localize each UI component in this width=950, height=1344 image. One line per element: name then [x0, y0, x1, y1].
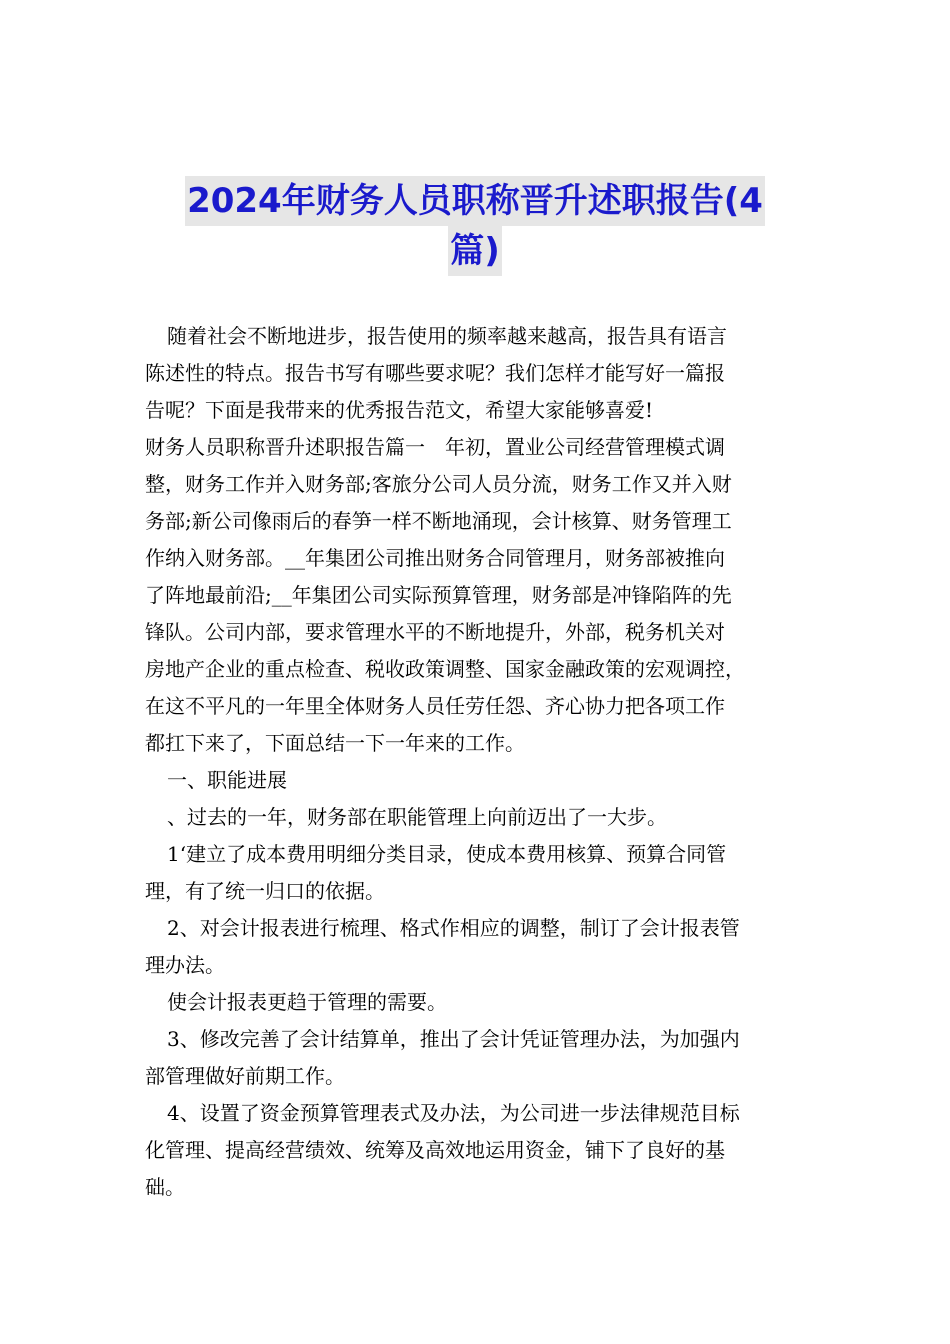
body-line: 理办法。 — [145, 953, 225, 977]
body-line: 4、设置了资金预算管理表式及办法，为公司进一步法律规范目标 — [167, 1101, 740, 1125]
body-line: 了阵地最前沿;__年集团公司实际预算管理，财务部是冲锋陷阵的先 — [145, 583, 732, 607]
body-line: 理，有了统一归口的依据。 — [145, 879, 385, 903]
body-line: 、过去的一年，财务部在职能管理上向前迈出了一大步。 — [167, 805, 667, 829]
body-line: 一、职能进展 — [167, 768, 287, 792]
document-title — [150, 176, 800, 276]
body-line: 2、对会计报表进行梳理、格式作相应的调整，制订了会计报表管 — [167, 916, 740, 940]
body-line: 在这不平凡的一年里全体财务人员任劳任怨、齐心协力把各项工作 — [145, 694, 725, 718]
body-line: 告呢？下面是我带来的优秀报告范文，希望大家能够喜爱! — [145, 398, 654, 422]
body-line: 财务人员职称晋升述职报告篇一 年初，置业公司经营管理模式调 — [145, 435, 725, 459]
body-line: 部管理做好前期工作。 — [145, 1064, 345, 1088]
title-line-1: 2024年财务人员职称晋升述职报告(4 — [185, 176, 765, 226]
body-line: 使会计报表更趋于管理的需要。 — [167, 990, 447, 1014]
body-line: 整，财务工作并入财务部;客旅分公司人员分流，财务工作又并入财 — [145, 472, 732, 496]
body-line: 础。 — [145, 1175, 185, 1199]
title-line-2: 篇) — [448, 226, 502, 276]
body-line: 都扛下来了，下面总结一下一年来的工作。 — [145, 731, 525, 755]
document-body — [145, 318, 815, 1206]
body-line: 作纳入财务部。__年集团公司推出财务合同管理月，财务部被推向 — [145, 546, 725, 570]
body-line: 务部;新公司像雨后的春笋一样不断地涌现，会计核算、财务管理工 — [145, 509, 732, 533]
body-line: 房地产企业的重点检查、税收政策调整、国家金融政策的宏观调控， — [145, 657, 745, 681]
body-line: 1‘建立了成本费用明细分类目录，使成本费用核算、预算合同管 — [167, 842, 727, 866]
body-line: 锋队。公司内部，要求管理水平的不断地提升，外部，税务机关对 — [145, 620, 725, 644]
body-line: 随着社会不断地进步，报告使用的频率越来越高，报告具有语言 — [167, 324, 727, 348]
body-line: 3、修改完善了会计结算单，推出了会计凭证管理办法，为加强内 — [167, 1027, 740, 1051]
body-line: 陈述性的特点。报告书写有哪些要求呢？我们怎样才能写好一篇报 — [145, 361, 725, 385]
body-line: 化管理、提高经营绩效、统筹及高效地运用资金，铺下了良好的基 — [145, 1138, 725, 1162]
